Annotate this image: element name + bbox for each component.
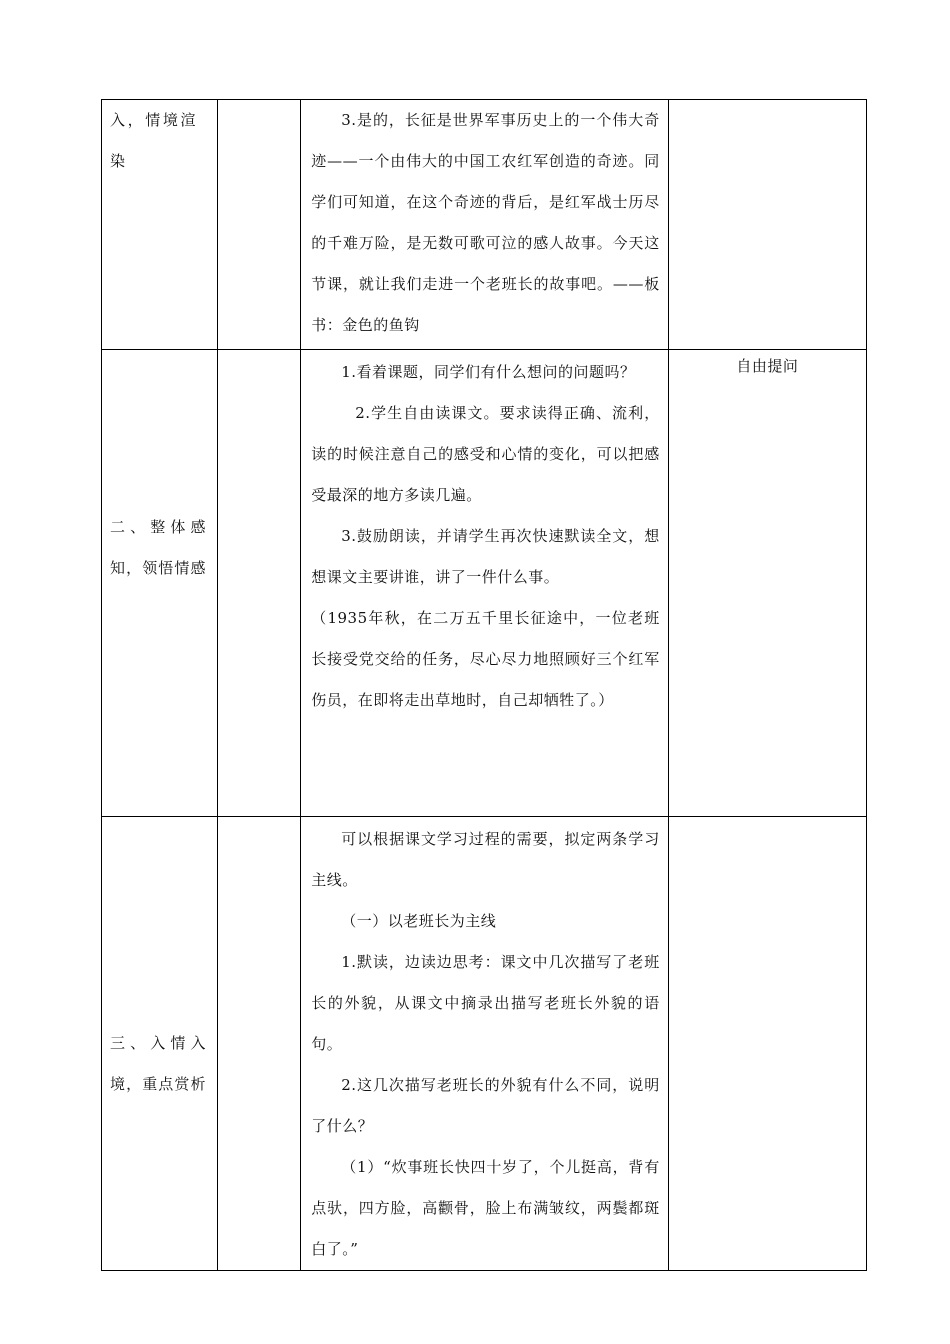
- table-row: [102, 350, 867, 817]
- content-paragraph: 1.看着课题，同学们有什么想问的问题吗？: [341, 363, 636, 381]
- content-paragraph: 3.是的，长征是世界军事历史上的一个伟大奇迹——一个由伟大的中国工农红军创造的奇迹。同学们可知道，在这个奇迹的背后，是红军战士历尽的千难万险，是无数可歌可泣的感人故事。今天这节课，就让我们走进一个老班长的故事吧。——板书：金色的鱼钩: [311, 111, 660, 334]
- table-row: [102, 817, 867, 1271]
- content-paragraph: 1.默读，边读边思考：课文中几次描写了老班长的外貌，从课文中摘录出描写老班长外貌的语句。: [311, 953, 660, 1053]
- stage-cell: [102, 350, 218, 817]
- note-cell: [668, 817, 866, 1271]
- content-paragraph: （1935年秋，在二万五千里长征途中，一位老班长接受党交给的任务，尽心尽力地照顾好三个红军伤员，在即将走出草地时，自己却牺牲了。）: [311, 609, 660, 709]
- blank-cell: [218, 350, 301, 817]
- content-paragraph: 2.学生自由读课文。要求读得正确、流利，读的时候注意自己的感受和心情的变化，可以把感受最深的地方多读几遍。: [311, 404, 660, 504]
- stage-label: 入，情境渲染: [110, 111, 196, 170]
- stage-cell: [102, 100, 218, 350]
- stage-cell: [102, 817, 218, 1271]
- note-cell: 自由提问: [668, 350, 866, 817]
- stage-label: 三、入情入境，重点赏析: [110, 1033, 206, 1093]
- content-paragraph: 2.这几次描写老班长的外貌有什么不同，说明了什么？: [311, 1076, 660, 1135]
- table-row: [102, 100, 867, 350]
- blank-cell: [218, 100, 301, 350]
- content-cell: [301, 350, 668, 817]
- content-paragraph: 3.鼓励朗读，并请学生再次快速默读全文，想想课文主要讲谁，讲了一件什么事。: [311, 527, 660, 586]
- content-cell: [301, 100, 668, 350]
- content-paragraph: （一）以老班长为主线: [341, 912, 497, 930]
- stage-label: 二、整体感知，领悟情感: [110, 518, 206, 577]
- lesson-plan-table: [101, 99, 867, 1271]
- content-cell: [301, 817, 668, 1271]
- content-paragraph: 可以根据课文学习过程的需要，拟定两条学习主线。: [311, 830, 660, 889]
- blank-cell: [218, 817, 301, 1271]
- content-paragraph: （1）“炊事班长快四十岁了，个儿挺高，背有点驮，四方脸，高颧骨，脸上布满皱纹，两鬓都斑白了。”: [311, 1158, 660, 1258]
- note-cell: [668, 100, 866, 350]
